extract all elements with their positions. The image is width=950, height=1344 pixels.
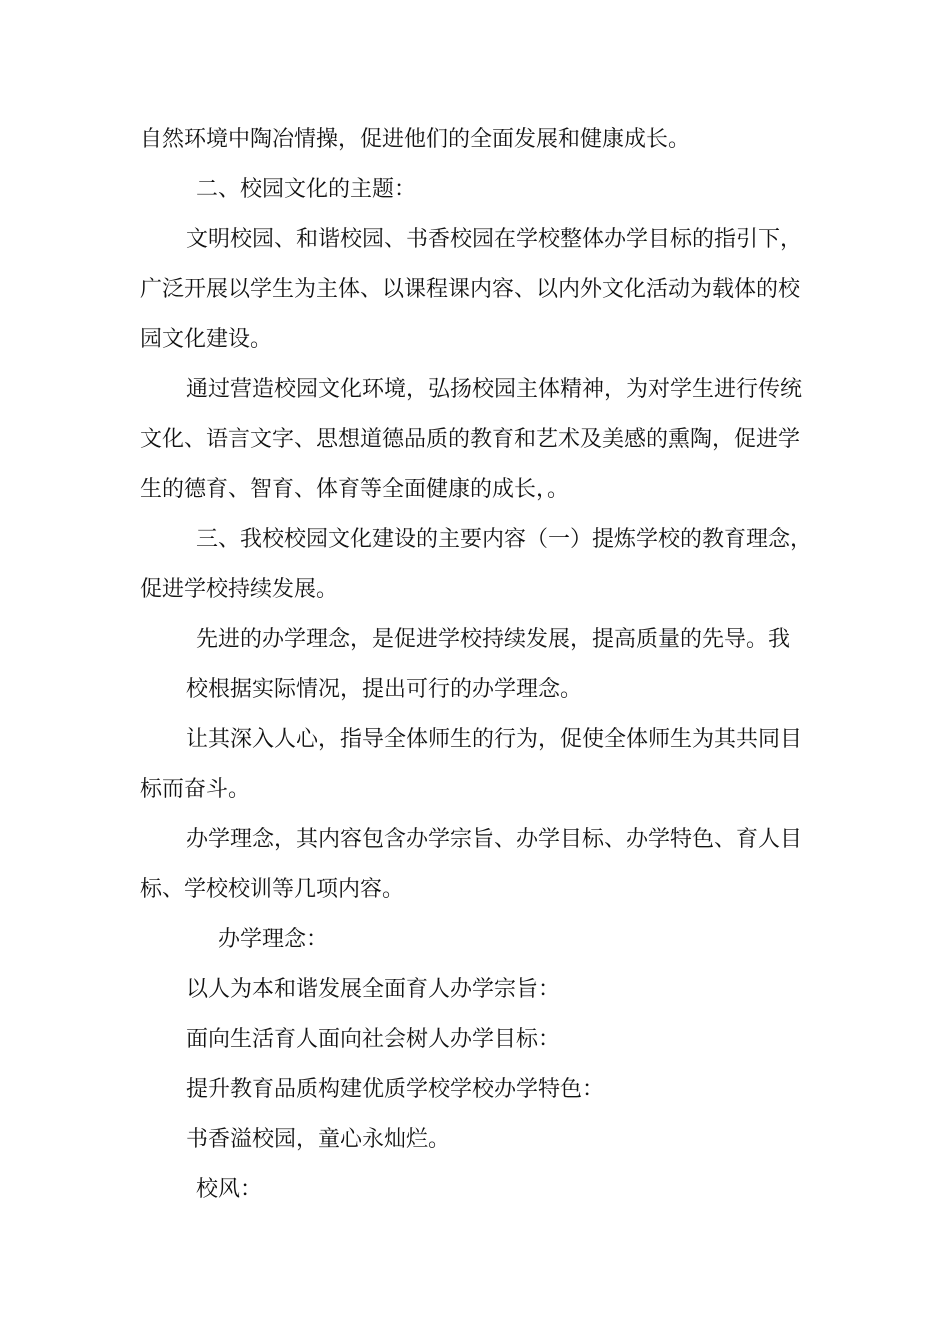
text-line: 让其深入人心，指导全体师生的行为，促使全体师生为其共同目 <box>186 727 803 752</box>
text-line: 通过营造校园文化环境，弘扬校园主体精神，为对学生进行传统 <box>186 377 803 402</box>
text-line: 文化、语言文字、思想道德品质的教育和艺术及美感的熏陶，促进学 <box>140 427 801 452</box>
text-line: 校根据实际情况，提出可行的办学理念。 <box>186 677 583 702</box>
text-line: 生的德育、智育、体育等全面健康的成长，。 <box>140 477 570 502</box>
text-line: 办学理念： <box>218 927 329 952</box>
text-line: 标而奋斗。 <box>140 777 251 802</box>
text-line: 书香溢校园，童心永灿烂。 <box>186 1127 451 1152</box>
text-line: 标、学校校训等几项内容。 <box>140 877 405 902</box>
text-line: 先进的办学理念，是促进学校持续发展，提高质量的先导。我 <box>196 627 791 652</box>
text-line: 校风： <box>196 1177 263 1202</box>
text-line: 面向生活育人面向社会树人办学目标： <box>186 1027 561 1052</box>
text-line: 园文化建设。 <box>140 327 273 352</box>
text-line: 以人为本和谐发展全面育人办学宗旨： <box>186 977 561 1002</box>
text-line: 办学理念，其内容包含办学宗旨、办学目标、办学特色、育人目 <box>186 827 803 852</box>
text-line: 广泛开展以学生为主体、以课程课内容、以内外文化活动为载体的校 <box>140 277 801 302</box>
text-line: 提升教育品质构建优质学校学校办学特色： <box>186 1077 605 1102</box>
section-heading: 三、我校校园文化建设的主要内容（一）提炼学校的教育理念， <box>196 527 813 552</box>
text-line: 文明校园、和谐校园、书香校园在学校整体办学目标的指引下， <box>186 227 803 252</box>
text-line: 促进学校持续发展。 <box>140 577 339 602</box>
section-heading: 二、校园文化的主题： <box>196 177 417 202</box>
text-line: 自然环境中陶冶情操，促进他们的全面发展和健康成长。 <box>140 127 691 152</box>
